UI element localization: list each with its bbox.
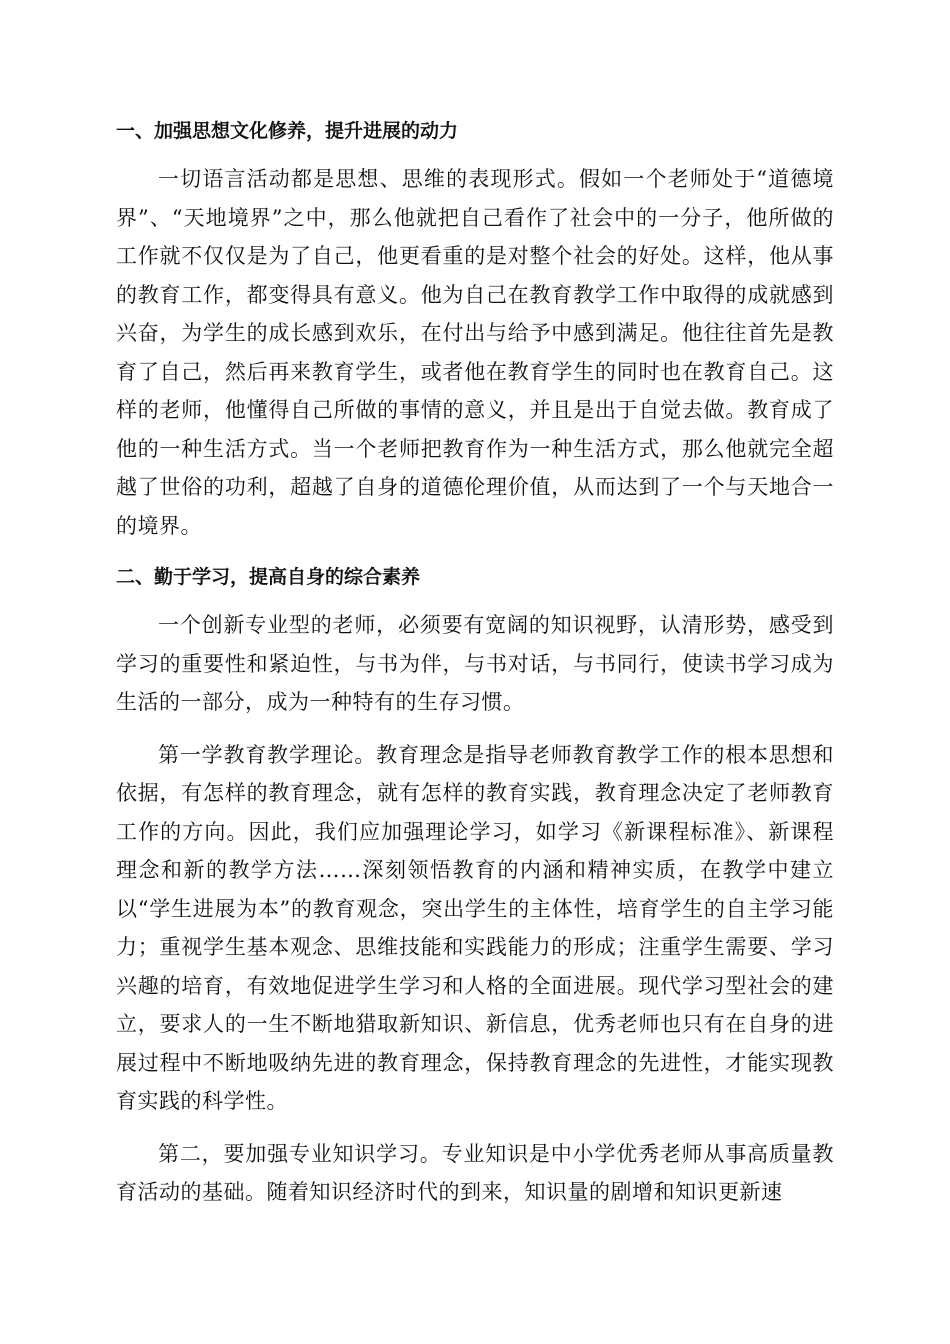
section-heading-1: 一、加强思想文化修养，提升进展的动力: [116, 120, 459, 142]
section-2-paragraph-2: 第一学教育教学理论。教育理念是指导老师教育教学工作的根本思想和依据，有怎样的教育理念，就有怎样的教育实践，教育理念决定了老师教育工作的方向。因此，我们应加强理论学习，如学习《新课程标准》、新课程理念和新的教学方法……深刻领悟教育的内涵和精神实质，在教学中建立以“学生进展为本”的教育观念，突出学生的主体性，培育学生的自主学习能力；重视学生基本观念、思维技能和实践能力的形成；注重学生需要、学习兴趣的培育，有效地促进学生学习和人格的全面进展。现代学习型社会的建立，要求人的一生不断地猎取新知识、新信息，优秀老师也只有在自身的进展过程中不断地吸纳先进的教育理念，保持教育理念的先进性，才能实现教育实践的科学性。: [116, 742, 834, 1113]
section-1-paragraph-1: 一切语言活动都是思想、思维的表现形式。假如一个老师处于“道德境界”、“天地境界”之中，那么他就把自己看作了社会中的一分子，他所做的工作就不仅仅是为了自己，他更看重的是对整个社会的好处。这样，他从事的教育工作，都变得具有意义。他为自己在教育教学工作中取得的成就感到兴奋，为学生的成长感到欢乐，在付出与给予中感到满足。他往往首先是教育了自己，然后再来教育学生，或者他在教育学生的同时也在教育自己。这样的老师，他懂得自己所做的事情的意义，并且是出于自觉去做。教育成了他的一种生活方式。当一个老师把教育作为一种生活方式，那么他就完全超越了世俗的功利，超越了自身的道德伦理价值，从而达到了一个与天地合一的境界。: [116, 167, 834, 538]
section-2-paragraph-3: 第二，要加强专业知识学习。专业知识是中小学优秀老师从事高质量教育活动的基础。随着知识经济时代的到来，知识量的剧增和知识更新速: [116, 1141, 834, 1204]
section-heading-2: 二、勤于学习，提高自身的综合素养: [116, 566, 421, 588]
document-body: [116, 112, 834, 1212]
section-2-paragraph-1: 一个创新专业型的老师，必须要有宽阔的知识视野，认清形势，感受到学习的重要性和紧迫性，与书为伴，与书对话，与书同行，使读书学习成为生活的一部分，成为一种特有的生存习惯。: [116, 613, 834, 714]
